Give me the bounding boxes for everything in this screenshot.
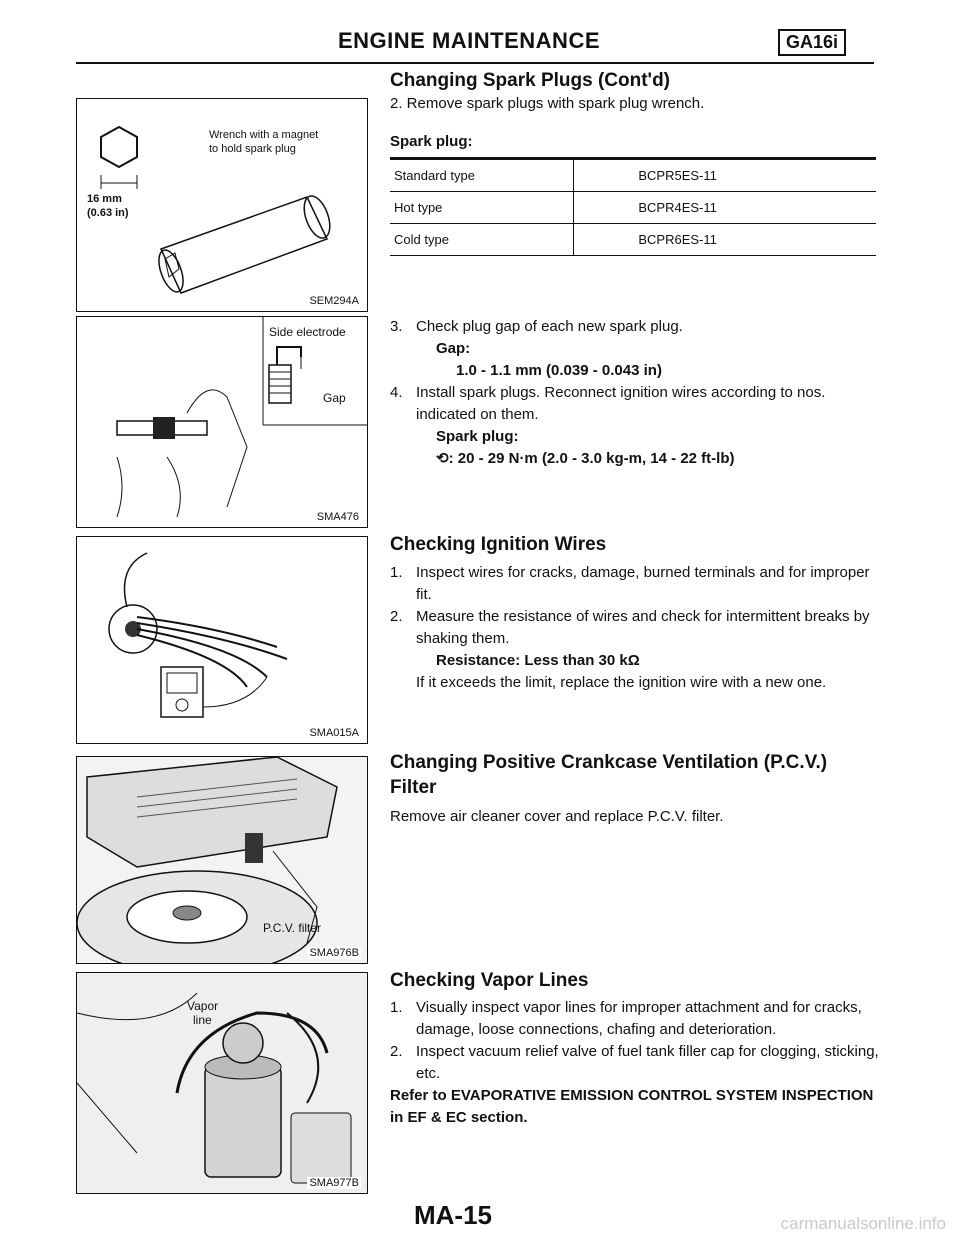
air-cleaner-drawing xyxy=(77,757,368,964)
plug-type: Cold type xyxy=(390,224,574,256)
figure-code: SMA977B xyxy=(309,1177,359,1189)
table-row xyxy=(390,160,876,192)
gap-check-drawing xyxy=(77,317,368,528)
pcv-filter-label: P.C.V. filter xyxy=(263,921,322,935)
step-4-text: Install spark plugs. Reconnect ignition wires according to nos. indicated on them. xyxy=(416,384,826,423)
wrench-label-line1: Wrench with a magnet xyxy=(209,129,319,141)
torque-icon: ⟲ xyxy=(436,450,449,467)
table-row xyxy=(390,224,876,256)
plug-part-number: BCPR5ES-11 xyxy=(574,160,876,192)
gap-spec-label: Gap: xyxy=(436,340,471,357)
pcv-section-title-line1: Changing Positive Crankcase Ventilation (P.C.V.) xyxy=(390,752,828,773)
ignition-note: If it exceeds the limit, replace the ignition wire with a new one. xyxy=(416,674,827,691)
vapor-step-2: Inspect vacuum relief valve of fuel tank filler cap for clogging, sticking, etc. xyxy=(416,1043,879,1082)
figure-ignition-wires xyxy=(76,536,368,744)
wrench-label-line2: to hold spark plug xyxy=(209,143,296,155)
step-number: 1. xyxy=(390,999,403,1016)
figure-code: SEM294A xyxy=(309,295,359,307)
engine-badge: GA16i xyxy=(778,29,846,56)
ignition-wires-drawing xyxy=(77,537,368,744)
torque-spec-label: Spark plug: xyxy=(436,428,519,445)
figure-pcv-filter xyxy=(76,756,368,964)
watermark: carmanualsonline.info xyxy=(780,1214,946,1233)
figure-vapor-line xyxy=(76,972,368,1194)
step-number: 1. xyxy=(390,564,403,581)
wrench-size-in: (0.63 in) xyxy=(87,207,129,219)
resistance-spec: Resistance: Less than 30 kΩ xyxy=(436,652,640,669)
step-number: 2. xyxy=(390,1043,403,1060)
spark-plug-table xyxy=(390,160,876,256)
ignition-step-2: Measure the resistance of wires and check for intermittent breaks by shaking them. xyxy=(416,608,870,647)
vapor-section-title: Checking Vapor Lines xyxy=(390,970,589,991)
plug-part-number: BCPR6ES-11 xyxy=(574,224,876,256)
figure-plug-gap xyxy=(76,316,368,528)
step-number: 2. xyxy=(390,608,403,625)
spark-steps-3-4 xyxy=(390,316,880,470)
ignition-section-title: Checking Ignition Wires xyxy=(390,534,607,555)
side-electrode-label: Side electrode xyxy=(269,325,346,339)
torque-spec-value: : 20 - 29 N·m (2.0 - 3.0 kg-m, 14 - 22 ft-lb) xyxy=(448,450,735,467)
pcv-text: Remove air cleaner cover and replace P.C.V. filter. xyxy=(390,808,724,825)
vapor-label-line2: line xyxy=(193,1013,212,1027)
vapor-refer-note: Refer to EVAPORATIVE EMISSION CONTROL SYSTEM INSPECTION in EF & EC section. xyxy=(390,1087,874,1126)
step-number: 3. xyxy=(390,318,403,335)
spark-plug-section-title: Changing Spark Plugs (Cont'd) xyxy=(390,70,671,91)
header-rule xyxy=(76,62,874,64)
figure-code: SMA976B xyxy=(309,947,359,959)
vapor-line-drawing xyxy=(77,973,368,1194)
figure-spark-plug-wrench xyxy=(76,98,368,312)
figure-code: SMA015A xyxy=(309,727,359,739)
pcv-section-title-line2: Filter xyxy=(390,777,437,798)
spark-step-2: 2. Remove spark plugs with spark plug wrench. xyxy=(390,95,705,112)
figure-code: SMA476 xyxy=(316,511,359,523)
spark-table-caption: Spark plug: xyxy=(390,133,473,150)
plug-part-number: BCPR4ES-11 xyxy=(574,192,876,224)
ignition-steps xyxy=(390,562,880,694)
vapor-step-1: Visually inspect vapor lines for improper attachment and for cracks, damage, loose connections, chafing and deterioration. xyxy=(416,999,862,1038)
plug-type: Standard type xyxy=(390,160,574,192)
vapor-steps xyxy=(390,997,880,1129)
gap-spec-value: 1.0 - 1.1 mm (0.039 - 0.043 in) xyxy=(456,362,662,379)
wrench-size-mm: 16 mm xyxy=(87,193,122,205)
ignition-step-1: Inspect wires for cracks, damage, burned terminals and for improper fit. xyxy=(416,564,870,603)
plug-type: Hot type xyxy=(390,192,574,224)
gap-label: Gap xyxy=(323,391,346,405)
step-number: 4. xyxy=(390,384,403,401)
table-row xyxy=(390,192,876,224)
page-header-title: ENGINE MAINTENANCE xyxy=(338,28,601,53)
vapor-label-line1: Vapor xyxy=(187,999,219,1013)
step-3-text: Check plug gap of each new spark plug. xyxy=(416,318,683,335)
page-number: MA-15 xyxy=(414,1200,493,1230)
